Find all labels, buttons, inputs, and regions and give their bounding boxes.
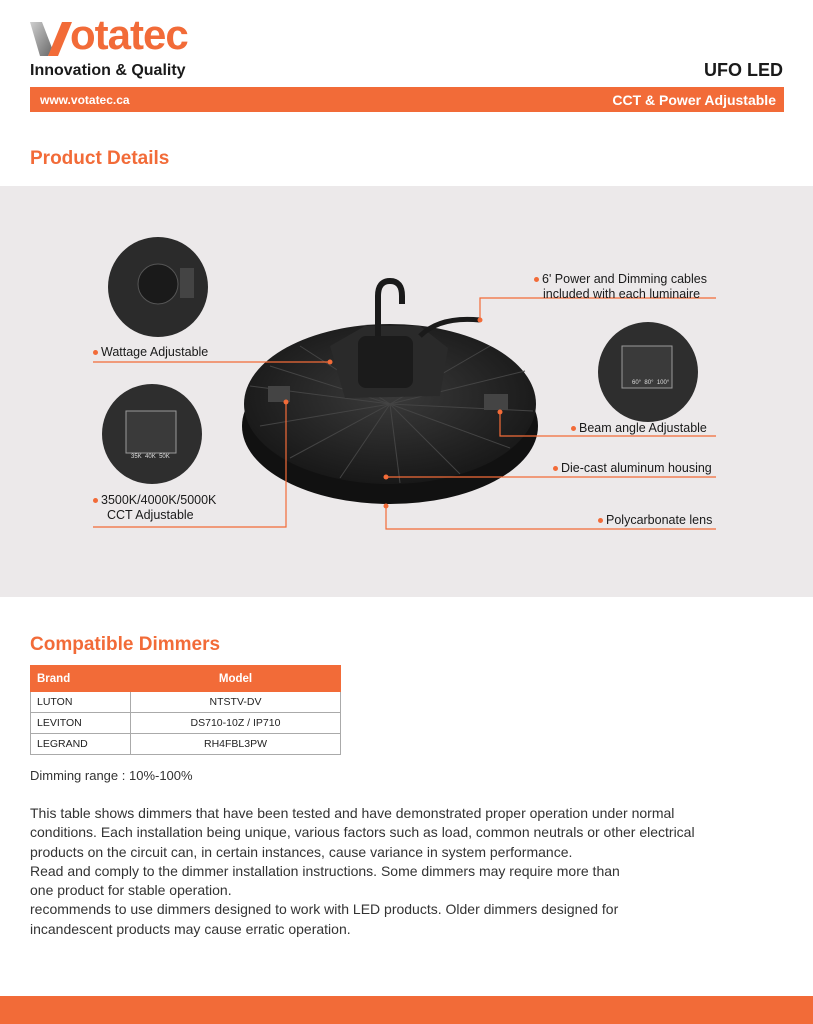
note-paragraph: Read and comply to the dimmer installation instructions. Some dimmers may require more than one product for stable operation. <box>30 862 620 899</box>
model-cell: DS710-10Z / IP710 <box>131 713 341 734</box>
model-cell: RH4FBL3PW <box>131 734 341 755</box>
bullet-icon <box>553 466 558 471</box>
bullet-icon <box>534 277 539 282</box>
callout-housing: Die-cast aluminum housing <box>553 461 712 476</box>
tagline: Innovation & Quality <box>30 62 186 79</box>
bullet-icon <box>93 498 98 503</box>
product-details-heading: Product Details <box>30 148 170 169</box>
cct-switch-labels: 35K 40K 50K <box>131 454 170 460</box>
note-paragraph: This table shows dimmers that have been tested and have demonstrated proper operation under normal conditions. Each installation being unique, various factors such as load, common neutrals or other electrical products on the circuit can, in certain instances, cause variance in system performance. <box>30 805 695 860</box>
product-title: UFO LED <box>704 60 783 80</box>
model-cell: NTSTV-DV <box>131 692 341 713</box>
dimmer-notes <box>30 804 730 939</box>
website-link[interactable]: www.votatec.ca <box>40 93 130 107</box>
callout-lens: Polycarbonate lens <box>598 513 712 528</box>
bullet-icon <box>598 518 603 523</box>
callout-beam: Beam angle Adjustable <box>571 421 707 436</box>
column-header-brand: Brand <box>31 666 131 692</box>
callout-cct: 3500K/4000K/5000K CCT Adjustable <box>93 493 216 523</box>
product-subtitle: CCT & Power Adjustable <box>612 92 776 108</box>
table-row <box>31 713 341 734</box>
brand-cell: LEGRAND <box>31 734 131 755</box>
table-row <box>31 734 341 755</box>
callout-cables: 6' Power and Dimming cables included with each luminaire <box>534 272 707 302</box>
note-paragraph: recommends to use dimmers designed to work with LED products. Older dimmers designed for incandescent products may cause erratic operation. <box>30 901 619 937</box>
column-header-model: Model <box>131 666 341 692</box>
brand-cell: LEVITON <box>31 713 131 734</box>
dimmers-table <box>30 665 341 755</box>
callout-wattage: Wattage Adjustable <box>93 345 208 360</box>
fixture-illustration <box>0 186 813 597</box>
product-details-panel <box>0 186 813 597</box>
compatible-dimmers-heading: Compatible Dimmers <box>30 634 221 655</box>
table-row <box>31 692 341 713</box>
brand-cell: LUTON <box>31 692 131 713</box>
beam-switch-labels: 60° 80° 100° <box>632 380 670 386</box>
logo-wordmark: otatec <box>70 11 188 58</box>
footer-bar <box>0 996 813 1024</box>
bullet-icon <box>571 426 576 431</box>
dimming-range: Dimming range : 10%-100% <box>30 768 193 783</box>
bullet-icon <box>93 350 98 355</box>
